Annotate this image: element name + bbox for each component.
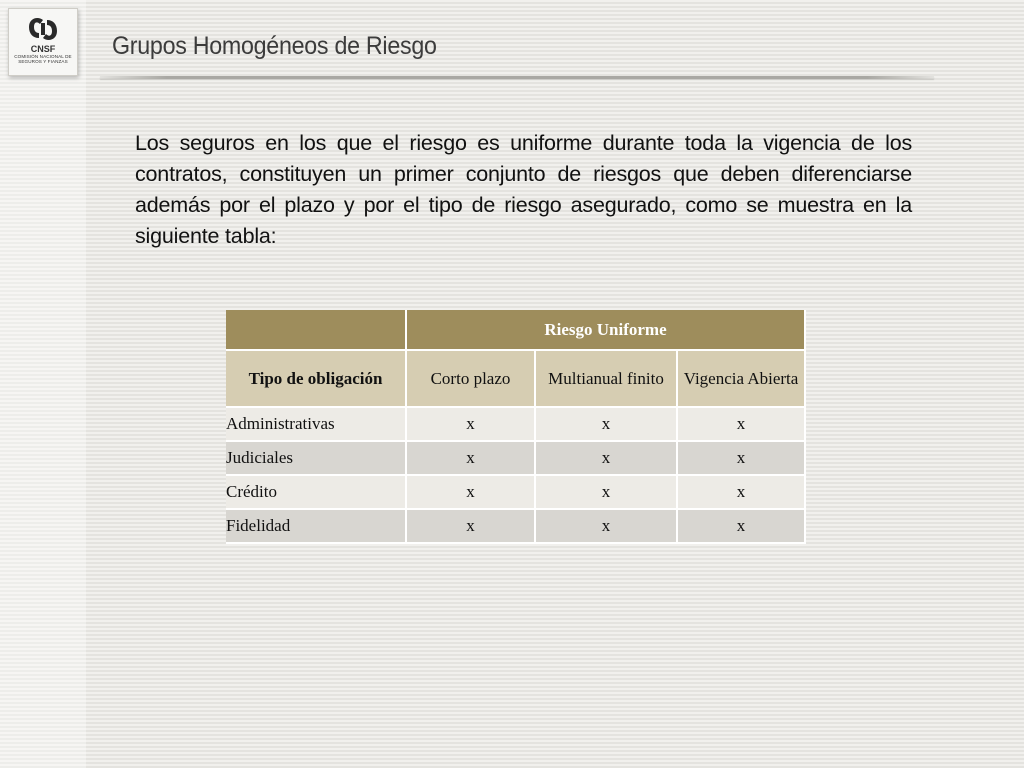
table-cell: x (678, 408, 806, 442)
column-header-tipo: Tipo de obligación (226, 351, 407, 408)
row-label: Crédito (226, 476, 407, 510)
table-row (226, 442, 806, 476)
table-row (226, 408, 806, 442)
table-group-header: Riesgo Uniforme (407, 310, 806, 351)
table-cell: x (678, 510, 806, 544)
table-cell: x (678, 442, 806, 476)
table-column-header-row (226, 351, 806, 408)
column-header-multianual: Multianual finito (536, 351, 678, 408)
row-label: Administrativas (226, 408, 407, 442)
body-paragraph: Los seguros en los que el riesgo es uniforme durante toda la vigencia de los contratos, constituyen un primer conjunto de riesgos que deben diferenciarse además por el plazo y por el tipo de riesgo asegurado, como se muestra en la siguiente tabla: (135, 131, 912, 248)
table-cell: x (407, 510, 536, 544)
table-cell: x (536, 476, 678, 510)
column-header-vigencia: Vigencia Abierta (678, 351, 806, 408)
cnsf-logo (8, 8, 78, 76)
risk-table (226, 310, 806, 544)
table-cell: x (678, 476, 806, 510)
table-cell: x (536, 442, 678, 476)
title-divider (100, 76, 934, 79)
table-cell: x (407, 476, 536, 510)
logo-subtitle-line1: COMISIÓN NACIONAL DE (14, 54, 72, 59)
table-group-header-row (226, 310, 806, 351)
slide-title: Grupos Homogéneos de Riesgo (112, 32, 437, 60)
table-cell: x (536, 510, 678, 544)
logo-subtitle-line2: SEGUROS Y FIANZAS (18, 59, 68, 64)
table-row (226, 476, 806, 510)
table-row (226, 510, 806, 544)
table-cell: x (407, 408, 536, 442)
row-label: Fidelidad (226, 510, 407, 544)
logo-name: CNSF (30, 44, 56, 54)
row-label: Judiciales (226, 442, 407, 476)
table-cell: x (536, 408, 678, 442)
column-header-corto-plazo: Corto plazo (407, 351, 536, 408)
table-cell: x (407, 442, 536, 476)
table-header-empty-cell (226, 310, 407, 351)
left-band (0, 0, 86, 768)
cnsf-emblem-icon (26, 14, 60, 44)
